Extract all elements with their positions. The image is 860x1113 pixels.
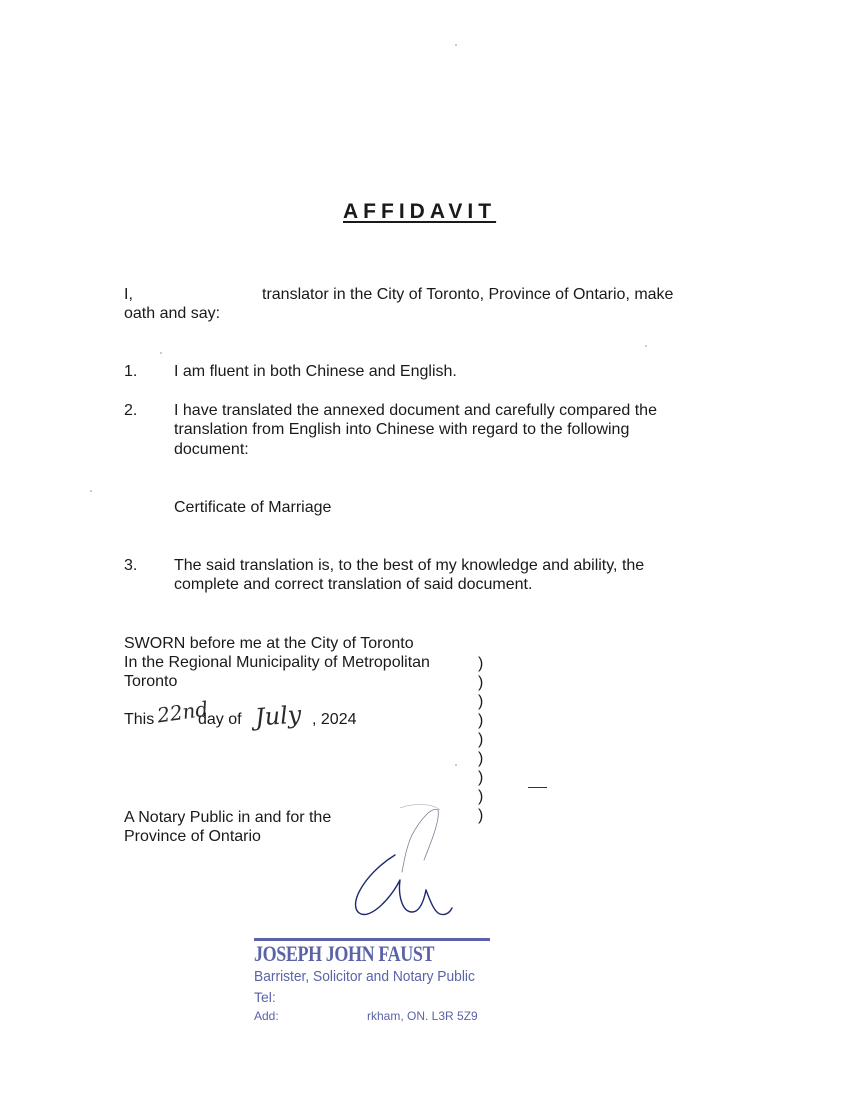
- jurat-this: This: [124, 711, 155, 728]
- scan-speck: [645, 345, 647, 347]
- stamp-name: JOSEPH JOHN FAUST: [254, 941, 435, 966]
- handwritten-day: 22nd: [155, 696, 210, 728]
- item-text: translation from English into Chinese with regard to the following: [174, 421, 630, 438]
- item-text: complete and correct translation of said document.: [174, 576, 533, 593]
- item-number: 2.: [124, 402, 138, 419]
- jurat-line: Toronto: [124, 673, 178, 690]
- stamp-address-tail: rkham, ON. L3R 5Z9: [367, 1009, 478, 1023]
- jurat-day-of: day of: [198, 711, 242, 728]
- stamp-address-label: Add:: [254, 1009, 279, 1023]
- item-number: 1.: [124, 363, 138, 380]
- scan-speck: [90, 490, 92, 492]
- notary-line: Province of Ontario: [124, 828, 261, 845]
- jurat-line: In the Regional Municipality of Metropolitan: [124, 654, 430, 671]
- bracket-mark: ): [478, 655, 484, 672]
- signature-line-dash: [528, 787, 547, 788]
- handwritten-month: July: [254, 700, 303, 732]
- scan-speck: [455, 764, 457, 766]
- bracket-mark: ): [478, 769, 484, 786]
- document-name: Certificate of Marriage: [174, 499, 332, 516]
- intro-continuation: oath and say:: [124, 305, 221, 322]
- item-number: 3.: [124, 557, 138, 574]
- stamp-role: Barrister, Solicitor and Notary Public: [254, 968, 475, 985]
- stamp-tel-label: Tel:: [254, 989, 276, 1005]
- bracket-mark: ): [478, 788, 484, 805]
- item-text: I have translated the annexed document and carefully compared the: [174, 402, 657, 419]
- document-title: AFFIDAVIT: [343, 200, 497, 223]
- jurat-year: , 2024: [312, 711, 357, 728]
- notary-line: A Notary Public in and for the: [124, 809, 332, 826]
- bracket-mark: ): [478, 712, 484, 729]
- scan-speck: [160, 352, 162, 354]
- intro-line: translator in the City of Toronto, Province of Ontario, make: [262, 286, 674, 303]
- item-text: document:: [174, 441, 249, 458]
- intro-prefix: I,: [124, 286, 133, 303]
- jurat-line: SWORN before me at the City of Toronto: [124, 635, 414, 652]
- bracket-mark: ): [478, 731, 484, 748]
- bracket-mark: ): [478, 693, 484, 710]
- notary-signature: [340, 800, 470, 930]
- item-text: The said translation is, to the best of my knowledge and ability, the: [174, 557, 645, 574]
- bracket-mark: ): [478, 750, 484, 767]
- item-text: I am fluent in both Chinese and English.: [174, 363, 457, 380]
- bracket-mark: ): [478, 807, 484, 824]
- scan-speck: [455, 44, 457, 46]
- bracket-mark: ): [478, 674, 484, 691]
